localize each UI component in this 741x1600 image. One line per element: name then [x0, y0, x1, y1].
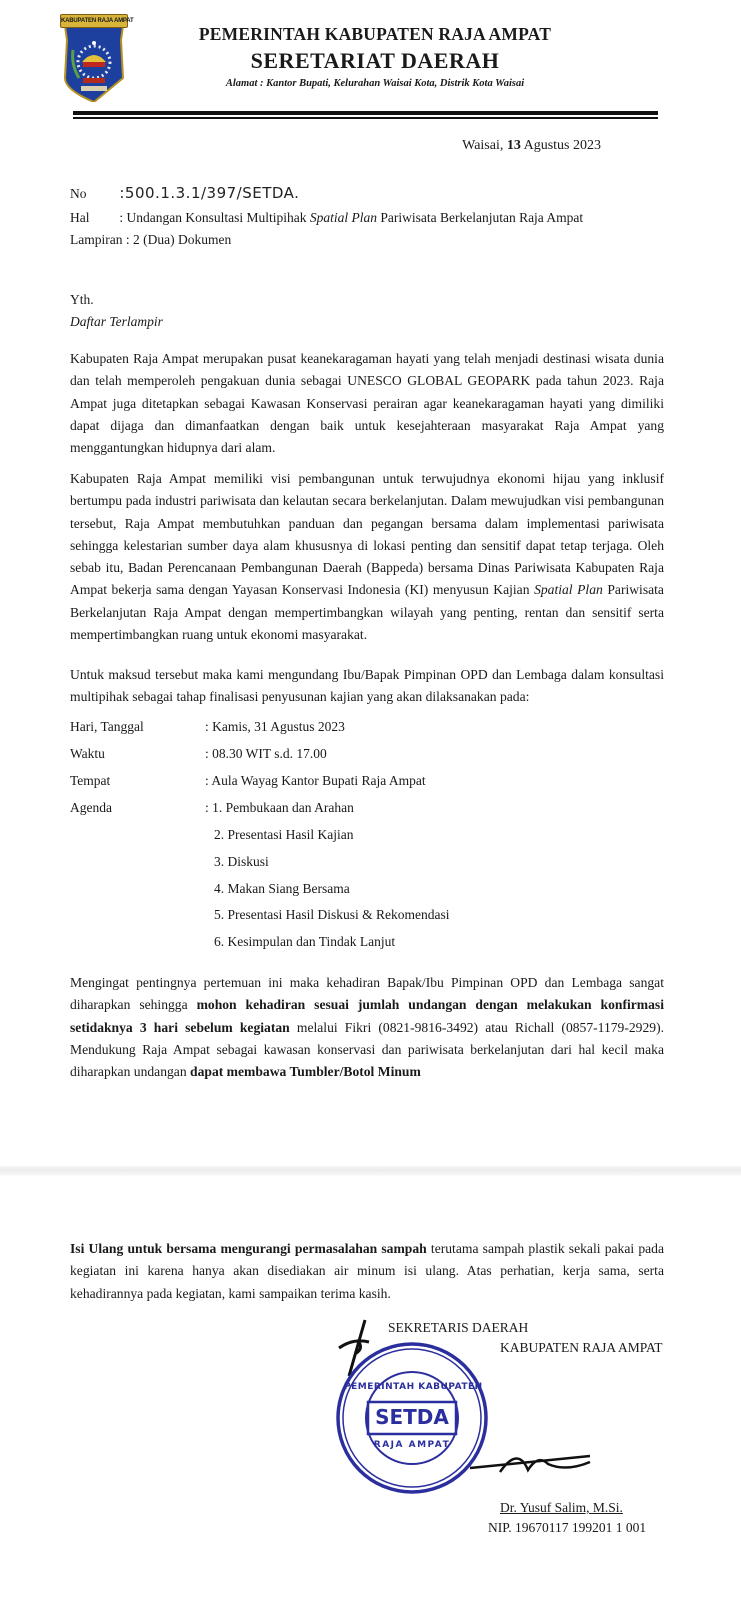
paragraph-confirmation-bold-a: mohon kehadiran sesuai jumlah undangan dengan melakukan konfirmasi setidaknya 3 hari sebelum kegiatan [70, 997, 664, 1035]
agenda-item: 3. Diskusi [214, 854, 269, 869]
signatory-nip: NIP. 19670117 199201 1 001 [488, 1520, 647, 1535]
signatory-name: Dr. Yusuf Salim, M.Si. [500, 1500, 623, 1515]
event-label: Agenda [70, 800, 112, 815]
paragraph-closing [70, 1238, 664, 1305]
letter-number-row [70, 184, 299, 202]
paragraph-intro: Kabupaten Raja Ampat merupakan pusat keanekaragaman hayati yang telah menjadi destinasi wisata dunia dan telah memperoleh pengakuan dunia sebagai UNESCO GLOBAL GEOPARK pada tahun 2023. Raja Ampat juga ditetapkan sebagai Kawasan Konservasi perairan agar keanekaragaman hayati yang dimiliki dapat dijaga dan dimanfaatkan dengan baik untuk kesejahteraan masyarakat Raja Ampat yang menggantungkan hidupnya dari alam. [70, 351, 664, 456]
regency-crest-logo [60, 14, 134, 102]
regency-crest-icon [61, 24, 127, 102]
office-address: Alamat : Kantor Bupati, Kelurahan Waisai Kota, Distrik Kota Waisai [225, 78, 525, 89]
event-label: Hari, Tanggal [70, 719, 144, 734]
subject-label: Hal [70, 210, 90, 225]
event-row-place [70, 773, 426, 789]
event-label: Tempat [70, 773, 111, 788]
page-break [0, 1166, 741, 1176]
stamp-text-bottom: RAJA AMPAT [373, 1440, 451, 1450]
event-row-time [70, 746, 327, 762]
paragraph-closing-bold: Isi Ulang untuk bersama mengurangi permasalahan sampah [70, 1241, 427, 1256]
paragraph-vision-text-b: Pariwisata Berkelanjutan Raja Ampat dengan mempertimbangkan wilayah yang penting, rentan dan sensitif serta mempertimbangkan ruang untuk ekonomi masyarakat. [70, 582, 664, 643]
number-value: :500.1.3.1/397/SETDA. [119, 184, 300, 202]
handwritten-signature [470, 1446, 600, 1480]
recipient-name: Daftar Terlampir [70, 314, 163, 329]
letterhead-rule-thin [73, 117, 658, 119]
subject-prefix: : Undangan Konsultasi Multipihak [119, 210, 307, 225]
subject-italic: Spatial Plan [309, 210, 377, 225]
subject-suffix: Pariwisata Berkelanjutan Raja Ampat [380, 210, 584, 225]
paragraph-confirmation-text-b: melalui Fikri (0821-9816-3492) atau Richall (0857-1179-2929). Mendukung Raja Ampat sebagai kawasan konservasi dan pariwisata berkelanjutan dari hal kecil maka diharapkan undangan [70, 1019, 664, 1080]
letter-date [462, 138, 601, 154]
agenda-item: 5. Presentasi Hasil Diskusi & Rekomendasi [214, 907, 450, 922]
event-value: : 08.30 WIT s.d. 17.00 [205, 746, 327, 761]
paragraph-closing-text: terutama sampah plastik sekali pakai pada kegiatan ini karena hanya akan disediakan air minum isi ulang. Atas perhatian, kerja sama, serta kehadirannya pada kegiatan, kami sampaikan terima kasih. [70, 1241, 664, 1301]
signatory-title: SEKRETARIS DAERAH [388, 1320, 529, 1335]
salutation: Yth. [70, 292, 94, 307]
paragraph-vision [70, 468, 664, 646]
paragraph-confirmation-text-a: Mengingat pentingnya pertemuan ini maka kehadiran Bapak/Ibu Pimpinan OPD dan Lembaga sangat diharapkan sehingga [70, 975, 664, 1013]
logo-text: KABUPATEN RAJA AMPAT [60, 14, 128, 28]
signatory-office: KABUPATEN RAJA AMPAT [500, 1340, 663, 1355]
event-row-date [70, 719, 345, 735]
paragraph-invitation: Untuk maksud tersebut maka kami mengundang Ibu/Bapak Pimpinan OPD dan Lembaga dalam konsultasi multipihak sebagai tahap finalisasi penyusunan kajian yang akan dilaksanakan pada: [70, 667, 664, 705]
paragraph-vision-text-a: Kabupaten Raja Ampat memiliki visi pembangunan untuk terwujudnya ekonomi hijau yang inklusif bertumpu pada industri pariwisata dan kelautan secara berkelanjutan. Dalam mewujudkan visi pembangunan tersebut, Raja Ampat membutuhkan panduan dan pegangan bersama dalam implementasi pariwisata sehingga kelestarian sumber daya alam khususnya di lokasi penting dan sensitif dapat tetap terjaga. Oleh sebab itu, Badan Perencanaan Pembangunan Daerah (Bappeda) bersama Dinas Pariwisata Kabupaten Raja Ampat bekerja sama dengan Yayasan Konservasi Indonesia (KI) menyusun Kajian [70, 471, 664, 598]
attachment-row: Lampiran : 2 (Dua) Dokumen [70, 232, 232, 247]
stamp-text-top: PEMERINTAH KABUPATEN [344, 1382, 483, 1392]
event-row-agenda [70, 800, 354, 816]
paragraph-vision-italic: Spatial Plan [534, 582, 603, 598]
date-place: Waisai, [462, 138, 504, 153]
government-name: PEMERINTAH KABUPATEN RAJA AMPAT [198, 24, 552, 44]
event-value: : Aula Wayag Kantor Bupati Raja Ampat [205, 773, 426, 788]
agenda-item: 4. Makan Siang Bersama [214, 881, 350, 896]
event-value: : Kamis, 31 Agustus 2023 [205, 719, 345, 734]
agenda-item: 6. Kesimpulan dan Tindak Lanjut [214, 934, 396, 949]
date-month-year: Agustus 2023 [523, 138, 601, 153]
subject-row [70, 210, 583, 226]
agenda-item: 2. Presentasi Hasil Kajian [214, 827, 354, 842]
paragraph-confirmation [70, 972, 664, 1083]
office-name: SERETARIAT DAERAH [250, 48, 500, 73]
event-label: Waktu [70, 746, 105, 761]
date-day: 13 [506, 138, 521, 153]
event-value: : 1. Pembukaan dan Arahan [205, 800, 354, 815]
letterhead-rule-thick [73, 111, 658, 115]
paragraph-confirmation-bold-b: dapat membawa Tumbler/Botol Minum [190, 1064, 421, 1080]
number-label: No [70, 186, 87, 201]
stamp-center-text: SETDA [375, 1405, 449, 1429]
